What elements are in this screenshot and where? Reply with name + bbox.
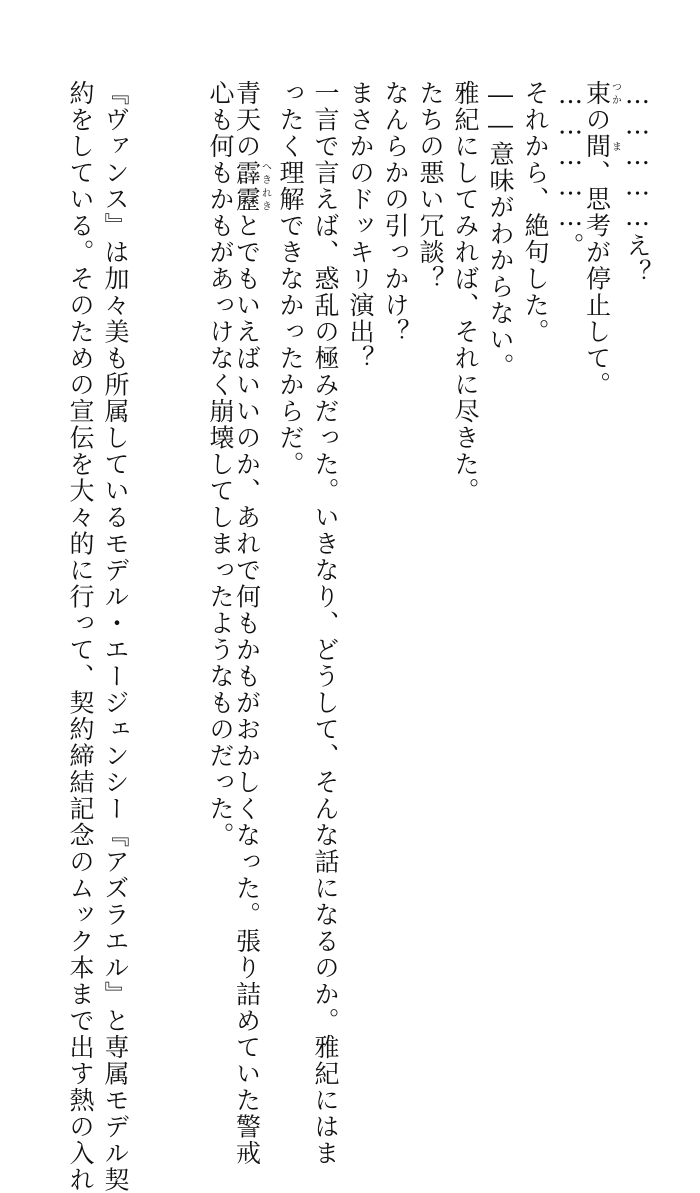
text-line-8: たちの悪い冗談？ (416, 80, 445, 292)
text-line-17: 約をしている。そのための宣伝を大々的に行って、契約締結記念のムック本まで出す熱の入れ (66, 80, 95, 1193)
text-line-16: 『ヴァンス』は加々美も所属しているモデル・エージェンシー『アズラエル』と専属モデル契 (101, 80, 130, 1193)
ruby-hekireki: 霹靂へきれき (232, 159, 271, 213)
text-line-10: まさかのドッキリ演出？ (346, 80, 375, 372)
text-line-1: ……………え？ (623, 80, 652, 286)
ruby-ma: 間ま (582, 133, 621, 160)
text-line-5: それから、絶句した。 (521, 80, 550, 345)
text-line-14: 心も何もかもがあっけなく崩壊してしまったようなものだった。 (206, 80, 235, 849)
text-line-13: 青天の霹靂へきれきとでもいえばいいのか、あれで何もかもがおかしくなった。張り詰めていた警戒 (232, 80, 271, 1167)
text-line-11: 一言で言えば、惑乱の極みだった。いきなり、どうして、そんな話になるのか。雅紀にはま (311, 80, 340, 1167)
text-line-6: ――意味がわからない。 (486, 80, 515, 380)
text-line-9: なんらかの引っかけ？ (381, 80, 410, 345)
text-line-7: 雅紀にしてみれば、それに尽きた。 (451, 80, 480, 504)
text-line-3: ……………。 (556, 80, 585, 259)
text-line-12: ったく理解できなかったからだ。 (276, 80, 305, 478)
ruby-tsuka: 束つか (582, 80, 621, 107)
text-line-2: 束つかの間ま、思考が停止して。 (582, 80, 621, 398)
